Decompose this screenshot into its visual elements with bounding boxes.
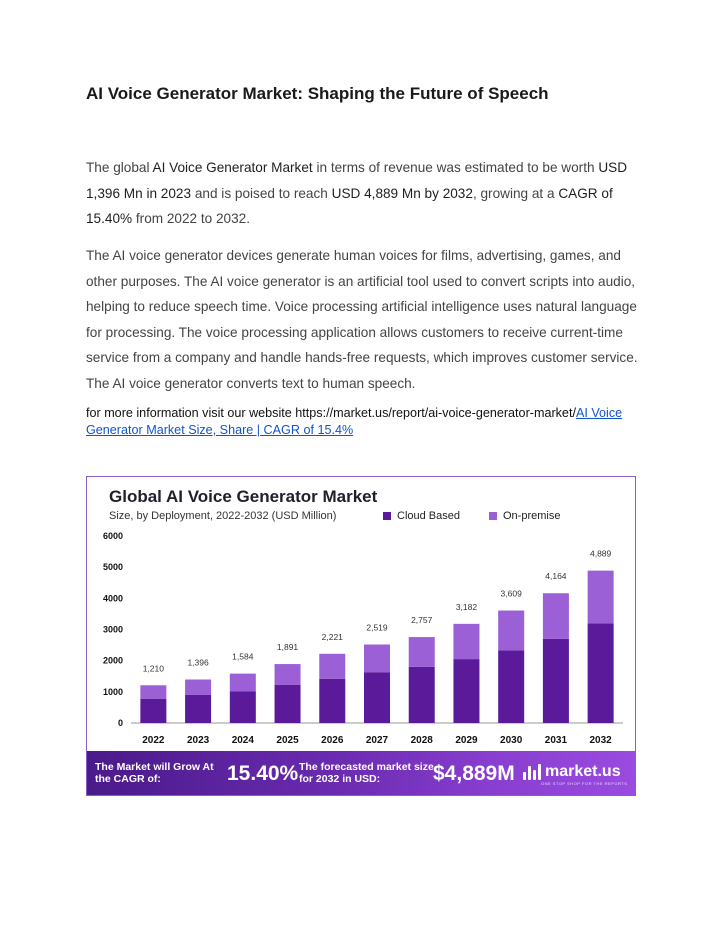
y-tick-label: 2000	[102, 655, 123, 666]
bar-cloud-2027	[364, 672, 390, 723]
legend-label-onprem: On-premise	[503, 510, 561, 522]
infographic-title: Global AI Voice Generator Market	[109, 487, 378, 506]
x-tick-label: 2029	[455, 735, 478, 746]
bar-onprem-2025	[275, 664, 301, 685]
bar-onprem-2024	[230, 674, 256, 692]
report-link[interactable]: AI Voice Generator Market Size, Share | CAGR of 15.4%	[86, 406, 623, 437]
bar-onprem-2023	[185, 679, 211, 694]
market-value-2032: USD 4,889 Mn by 2032	[331, 185, 473, 201]
brand-logo-icon	[523, 764, 541, 780]
bar-onprem-2030	[498, 611, 524, 651]
document-title: AI Voice Generator Market: Shaping the Future of Speech	[86, 84, 549, 103]
x-tick-label: 2031	[544, 735, 568, 746]
y-tick-label: 1000	[102, 686, 123, 697]
y-tick-label: 5000	[102, 562, 123, 573]
bar-cloud-2029	[453, 659, 479, 723]
y-tick-label: 4000	[102, 593, 123, 604]
x-tick-label: 2027	[365, 735, 389, 746]
x-tick-label: 2032	[589, 735, 612, 746]
data-label-2029: 3,182	[455, 601, 478, 612]
bar-chart	[87, 477, 636, 751]
legend-label-cloud: Cloud Based	[397, 510, 460, 522]
bar-onprem-2029	[453, 624, 479, 659]
data-label-2022: 1,210	[142, 663, 165, 674]
bar-cloud-2023	[185, 695, 211, 723]
x-tick-label: 2025	[276, 735, 299, 746]
brand-logo	[523, 763, 628, 786]
bar-onprem-2026	[319, 654, 345, 679]
more-info-text: for more information visit our website https://market.us/report/ai-voice-generator-market/	[86, 406, 576, 420]
data-label-2028: 2,757	[411, 615, 433, 626]
bar-onprem-2031	[543, 593, 569, 639]
bar-onprem-2027	[364, 644, 390, 672]
x-tick-label: 2028	[410, 735, 433, 746]
x-tick-label: 2024	[231, 735, 254, 746]
y-tick-label: 6000	[102, 531, 123, 541]
data-label-2031: 4,164	[545, 571, 567, 582]
bar-cloud-2026	[319, 679, 345, 723]
bar-onprem-2028	[409, 637, 435, 667]
data-label-2024: 1,584	[232, 651, 254, 662]
market-infographic	[86, 476, 636, 796]
data-label-2026: 2,221	[321, 631, 343, 642]
market-name: AI Voice Generator Market	[152, 160, 313, 175]
bar-onprem-2032	[588, 571, 614, 624]
data-label-2023: 1,396	[187, 657, 209, 668]
forecast-value: $4,889M	[433, 762, 515, 785]
x-tick-label: 2023	[186, 735, 210, 746]
x-tick-label: 2030	[500, 735, 523, 746]
intro-text: from 2022 to 2032.	[132, 211, 250, 227]
intro-text: , growing at a	[472, 185, 559, 201]
bar-cloud-2022	[140, 699, 166, 723]
data-label-2030: 3,609	[500, 588, 522, 599]
intro-text: The global	[86, 160, 153, 175]
intro-text: in terms of revenue was estimated to be worth	[312, 160, 599, 175]
intro-paragraph	[86, 155, 646, 232]
data-label-2027: 2,519	[366, 622, 388, 633]
infographic-subtitle: Size, by Deployment, 2022-2032 (USD Million)	[109, 510, 337, 522]
description-paragraph: The AI voice generator devices generate human voices for films, advertising, games, and other purposes. The AI voice generator is an artificial tool used to convert scripts into audio, helping to reduce speech time. Voice processing artificial intelligence uses natural language for processing. The voice processing application allows customers to receive current-time service from a company and handle hands-free requests, which improves customer service. The AI voice generator converts text to human speech.	[86, 248, 638, 391]
cagr-highlight: 15.40%	[227, 762, 299, 785]
bar-onprem-2022	[140, 685, 166, 698]
x-tick-label: 2022	[142, 735, 165, 746]
brand-name: market.us	[545, 763, 621, 780]
bar-cloud-2030	[498, 650, 524, 723]
cagr-value: CAGR of 15.40%	[86, 185, 613, 227]
bar-cloud-2031	[543, 639, 569, 723]
more-info-line	[86, 405, 646, 439]
forecast-caption: The forecasted market size for 2032 in USD:	[299, 761, 434, 785]
x-tick-label: 2026	[321, 735, 344, 746]
y-tick-label: 0	[117, 718, 123, 728]
bar-cloud-2025	[275, 685, 301, 723]
summary-banner	[87, 751, 636, 796]
data-label-2025: 1,891	[276, 642, 299, 653]
data-label-2032: 4,889	[589, 548, 612, 559]
y-tick-label: 3000	[102, 624, 123, 635]
brand-tagline: ONE STOP SHOP FOR THE REPORTS	[541, 781, 628, 786]
bar-cloud-2028	[409, 667, 435, 723]
market-value-2023: USD 1,396 Mn in 2023	[86, 160, 628, 201]
intro-text: and is poised to reach	[191, 185, 332, 201]
bar-cloud-2032	[588, 623, 614, 723]
cagr-caption: The Market will Grow At the CAGR of:	[95, 761, 214, 785]
bar-cloud-2024	[230, 691, 256, 723]
